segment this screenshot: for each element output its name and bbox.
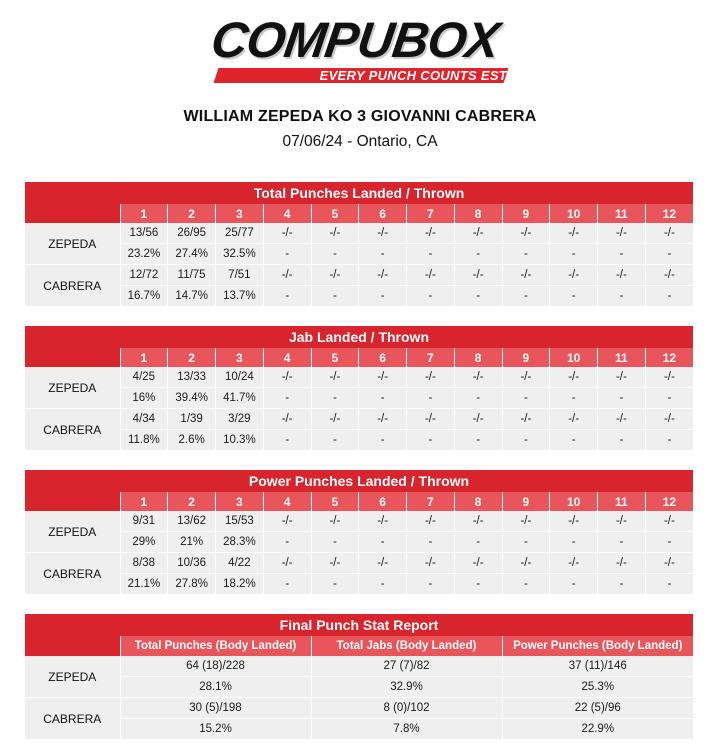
round-header: 9 bbox=[502, 492, 550, 511]
pct-cell: - bbox=[645, 532, 693, 553]
pct-cell: 11.8% bbox=[120, 430, 168, 451]
landed-thrown-cell: -/- bbox=[550, 367, 598, 388]
pct-cell: - bbox=[598, 244, 646, 265]
pct-cell: 32.5% bbox=[216, 244, 264, 265]
landed-thrown-cell: -/- bbox=[454, 367, 502, 388]
header-spacer bbox=[25, 348, 120, 367]
pct-cell: 29% bbox=[120, 532, 168, 553]
landed-thrown-cell: -/- bbox=[645, 553, 693, 574]
pct-cell: - bbox=[454, 244, 502, 265]
landed-thrown-cell: -/- bbox=[598, 511, 646, 532]
landed-thrown-cell: -/- bbox=[311, 367, 359, 388]
round-header: 10 bbox=[550, 492, 598, 511]
pct-cell: - bbox=[454, 388, 502, 409]
table-title: Power Punches Landed / Thrown bbox=[25, 470, 693, 492]
round-header: 2 bbox=[168, 204, 216, 223]
jab-table bbox=[25, 326, 693, 451]
landed-thrown-cell: -/- bbox=[359, 223, 407, 244]
header-spacer bbox=[25, 636, 120, 656]
fight-title: WILLIAM ZEPEDA KO 3 GIOVANNI CABRERA bbox=[183, 108, 537, 125]
landed-thrown-cell: 3/29 bbox=[216, 409, 264, 430]
pct-cell: 39.4% bbox=[168, 388, 216, 409]
round-header: 3 bbox=[216, 204, 264, 223]
pct-cell: - bbox=[645, 244, 693, 265]
pct-cell: - bbox=[645, 430, 693, 451]
landed-thrown-cell: -/- bbox=[359, 553, 407, 574]
landed-thrown-cell: -/- bbox=[502, 223, 550, 244]
pct-cell: - bbox=[263, 430, 311, 451]
landed-thrown-cell: 10/24 bbox=[216, 367, 264, 388]
pct-cell: 15.2% bbox=[120, 719, 311, 740]
pct-cell: - bbox=[550, 388, 598, 409]
column-header: Total Punches (Body Landed) bbox=[120, 636, 311, 656]
landed-thrown-cell: -/- bbox=[550, 409, 598, 430]
pct-cell: 2.6% bbox=[168, 430, 216, 451]
pct-cell: - bbox=[598, 430, 646, 451]
landed-thrown-cell: -/- bbox=[454, 409, 502, 430]
landed-thrown-cell: -/- bbox=[407, 367, 455, 388]
pct-cell: - bbox=[454, 430, 502, 451]
pct-cell: - bbox=[502, 286, 550, 307]
pct-cell: - bbox=[502, 532, 550, 553]
landed-thrown-cell: -/- bbox=[598, 553, 646, 574]
landed-thrown-cell: -/- bbox=[407, 553, 455, 574]
landed-thrown-cell: 4/34 bbox=[120, 409, 168, 430]
pct-cell: - bbox=[311, 430, 359, 451]
round-header: 3 bbox=[216, 348, 264, 367]
pct-cell: - bbox=[311, 286, 359, 307]
pct-cell: 27.4% bbox=[168, 244, 216, 265]
fighter-name: ZEPEDA bbox=[25, 511, 120, 553]
landed-thrown-cell: -/- bbox=[502, 367, 550, 388]
landed-thrown-cell: -/- bbox=[407, 223, 455, 244]
pct-cell: 23.2% bbox=[120, 244, 168, 265]
power-punches-table bbox=[25, 470, 693, 595]
fighter-name: CABRERA bbox=[25, 409, 120, 451]
header-spacer bbox=[25, 492, 120, 511]
pct-cell: 32.9% bbox=[311, 677, 502, 698]
landed-thrown-cell: 13/56 bbox=[120, 223, 168, 244]
landed-thrown-cell: 12/72 bbox=[120, 265, 168, 286]
landed-thrown-cell: -/- bbox=[359, 409, 407, 430]
landed-thrown-cell: -/- bbox=[311, 511, 359, 532]
round-header: 8 bbox=[454, 348, 502, 367]
round-header: 10 bbox=[550, 348, 598, 367]
fighter-name: CABRERA bbox=[25, 265, 120, 307]
pct-cell: - bbox=[263, 388, 311, 409]
pct-cell: - bbox=[550, 244, 598, 265]
total-punches-table bbox=[25, 182, 693, 307]
round-header: 7 bbox=[407, 348, 455, 367]
landed-thrown-cell: -/- bbox=[502, 553, 550, 574]
landed-thrown-cell: -/- bbox=[359, 511, 407, 532]
pct-cell: - bbox=[407, 244, 455, 265]
pct-cell: 13.7% bbox=[216, 286, 264, 307]
pct-cell: - bbox=[454, 532, 502, 553]
pct-cell: - bbox=[359, 574, 407, 595]
pct-cell: - bbox=[598, 574, 646, 595]
stat-cell: 37 (11)/146 bbox=[502, 656, 693, 677]
landed-thrown-cell: -/- bbox=[311, 223, 359, 244]
landed-thrown-cell: -/- bbox=[598, 265, 646, 286]
round-header: 3 bbox=[216, 492, 264, 511]
landed-thrown-cell: 11/75 bbox=[168, 265, 216, 286]
landed-thrown-cell: -/- bbox=[550, 223, 598, 244]
round-header: 9 bbox=[502, 348, 550, 367]
pct-cell: 16% bbox=[120, 388, 168, 409]
pct-cell: - bbox=[407, 286, 455, 307]
fight-date-location: 07/06/24 - Ontario, CA bbox=[282, 133, 438, 150]
pct-cell: - bbox=[263, 574, 311, 595]
pct-cell: - bbox=[550, 286, 598, 307]
round-header: 6 bbox=[359, 204, 407, 223]
table-title: Total Punches Landed / Thrown bbox=[25, 182, 693, 204]
fighter-name: ZEPEDA bbox=[25, 223, 120, 265]
pct-cell: - bbox=[359, 430, 407, 451]
landed-thrown-cell: -/- bbox=[502, 511, 550, 532]
landed-thrown-cell: -/- bbox=[454, 511, 502, 532]
round-header: 5 bbox=[311, 492, 359, 511]
round-header: 4 bbox=[263, 492, 311, 511]
landed-thrown-cell: 4/22 bbox=[216, 553, 264, 574]
round-header: 4 bbox=[263, 348, 311, 367]
stat-cell: 8 (0)/102 bbox=[311, 698, 502, 719]
round-header: 7 bbox=[407, 204, 455, 223]
round-header: 11 bbox=[598, 204, 646, 223]
round-header: 7 bbox=[407, 492, 455, 511]
landed-thrown-cell: 4/25 bbox=[120, 367, 168, 388]
pct-cell: - bbox=[502, 388, 550, 409]
landed-thrown-cell: 8/38 bbox=[120, 553, 168, 574]
landed-thrown-cell: 1/39 bbox=[168, 409, 216, 430]
round-header: 11 bbox=[598, 492, 646, 511]
pct-cell: - bbox=[311, 388, 359, 409]
round-header: 2 bbox=[168, 348, 216, 367]
landed-thrown-cell: -/- bbox=[502, 409, 550, 430]
landed-thrown-cell: -/- bbox=[645, 223, 693, 244]
landed-thrown-cell: -/- bbox=[263, 265, 311, 286]
pct-cell: - bbox=[645, 388, 693, 409]
round-header: 5 bbox=[311, 204, 359, 223]
landed-thrown-cell: -/- bbox=[550, 265, 598, 286]
fighter-name: CABRERA bbox=[25, 698, 120, 740]
landed-thrown-cell: -/- bbox=[407, 409, 455, 430]
pct-cell: 21% bbox=[168, 532, 216, 553]
round-header: 1 bbox=[120, 492, 168, 511]
pct-cell: - bbox=[645, 286, 693, 307]
table-title: Final Punch Stat Report bbox=[25, 614, 693, 636]
pct-cell: - bbox=[598, 388, 646, 409]
stat-cell: 22 (5)/96 bbox=[502, 698, 693, 719]
landed-thrown-cell: -/- bbox=[645, 367, 693, 388]
pct-cell: 10.3% bbox=[216, 430, 264, 451]
round-header: 12 bbox=[645, 348, 693, 367]
round-header: 4 bbox=[263, 204, 311, 223]
round-header: 5 bbox=[311, 348, 359, 367]
landed-thrown-cell: -/- bbox=[598, 367, 646, 388]
pct-cell: - bbox=[311, 532, 359, 553]
header-spacer bbox=[25, 204, 120, 223]
landed-thrown-cell: -/- bbox=[263, 409, 311, 430]
pct-cell: - bbox=[502, 244, 550, 265]
landed-thrown-cell: 10/36 bbox=[168, 553, 216, 574]
round-header: 1 bbox=[120, 204, 168, 223]
landed-thrown-cell: 15/53 bbox=[216, 511, 264, 532]
landed-thrown-cell: -/- bbox=[311, 265, 359, 286]
round-header: 6 bbox=[359, 492, 407, 511]
compubox-logo bbox=[207, 12, 510, 100]
pct-cell: - bbox=[407, 388, 455, 409]
landed-thrown-cell: -/- bbox=[263, 223, 311, 244]
round-header: 6 bbox=[359, 348, 407, 367]
pct-cell: - bbox=[407, 532, 455, 553]
landed-thrown-cell: 13/33 bbox=[168, 367, 216, 388]
landed-thrown-cell: -/- bbox=[359, 367, 407, 388]
pct-cell: - bbox=[407, 574, 455, 595]
pct-cell: 16.7% bbox=[120, 286, 168, 307]
round-header: 12 bbox=[645, 492, 693, 511]
column-header: Total Jabs (Body Landed) bbox=[311, 636, 502, 656]
landed-thrown-cell: -/- bbox=[407, 511, 455, 532]
round-header: 10 bbox=[550, 204, 598, 223]
pct-cell: 25.3% bbox=[502, 677, 693, 698]
landed-thrown-cell: -/- bbox=[598, 223, 646, 244]
round-header: 8 bbox=[454, 492, 502, 511]
stat-cell: 30 (5)/198 bbox=[120, 698, 311, 719]
stat-cell: 27 (7)/82 bbox=[311, 656, 502, 677]
round-header: 2 bbox=[168, 492, 216, 511]
landed-thrown-cell: -/- bbox=[645, 409, 693, 430]
pct-cell: - bbox=[645, 574, 693, 595]
landed-thrown-cell: -/- bbox=[598, 409, 646, 430]
landed-thrown-cell: -/- bbox=[454, 553, 502, 574]
pct-cell: - bbox=[359, 244, 407, 265]
landed-thrown-cell: -/- bbox=[263, 367, 311, 388]
logo-brand: COMPUBOX bbox=[207, 12, 503, 68]
round-header: 1 bbox=[120, 348, 168, 367]
pct-cell: - bbox=[263, 286, 311, 307]
landed-thrown-cell: -/- bbox=[407, 265, 455, 286]
landed-thrown-cell: -/- bbox=[311, 553, 359, 574]
pct-cell: - bbox=[311, 244, 359, 265]
pct-cell: - bbox=[359, 286, 407, 307]
pct-cell: - bbox=[263, 532, 311, 553]
landed-thrown-cell: 7/51 bbox=[216, 265, 264, 286]
table-title: Jab Landed / Thrown bbox=[25, 326, 693, 348]
pct-cell: - bbox=[359, 388, 407, 409]
pct-cell: 27.8% bbox=[168, 574, 216, 595]
pct-cell: - bbox=[550, 574, 598, 595]
pct-cell: - bbox=[407, 430, 455, 451]
pct-cell: 41.7% bbox=[216, 388, 264, 409]
pct-cell: 22.9% bbox=[502, 719, 693, 740]
round-header: 9 bbox=[502, 204, 550, 223]
pct-cell: 28.3% bbox=[216, 532, 264, 553]
pct-cell: 7.8% bbox=[311, 719, 502, 740]
pct-cell: - bbox=[550, 430, 598, 451]
pct-cell: - bbox=[359, 532, 407, 553]
landed-thrown-cell: 13/62 bbox=[168, 511, 216, 532]
fighter-name: CABRERA bbox=[25, 553, 120, 595]
pct-cell: - bbox=[598, 532, 646, 553]
pct-cell: - bbox=[550, 532, 598, 553]
column-header: Power Punches (Body Landed) bbox=[502, 636, 693, 656]
round-header: 12 bbox=[645, 204, 693, 223]
landed-thrown-cell: -/- bbox=[645, 265, 693, 286]
final-punch-stat-table bbox=[25, 614, 693, 740]
pct-cell: 28.1% bbox=[120, 677, 311, 698]
pct-cell: - bbox=[502, 574, 550, 595]
landed-thrown-cell: -/- bbox=[263, 553, 311, 574]
landed-thrown-cell: 26/95 bbox=[168, 223, 216, 244]
pct-cell: 21.1% bbox=[120, 574, 168, 595]
pct-cell: - bbox=[502, 430, 550, 451]
logo-tagline: EVERY PUNCH COUNTS EST. 1985 bbox=[319, 68, 510, 100]
pct-cell: - bbox=[311, 574, 359, 595]
landed-thrown-cell: -/- bbox=[502, 265, 550, 286]
round-header: 8 bbox=[454, 204, 502, 223]
landed-thrown-cell: 9/31 bbox=[120, 511, 168, 532]
fighter-name: ZEPEDA bbox=[25, 656, 120, 698]
pct-cell: 14.7% bbox=[168, 286, 216, 307]
pct-cell: 18.2% bbox=[216, 574, 264, 595]
landed-thrown-cell: -/- bbox=[454, 265, 502, 286]
landed-thrown-cell: -/- bbox=[359, 265, 407, 286]
landed-thrown-cell: -/- bbox=[645, 511, 693, 532]
landed-thrown-cell: -/- bbox=[550, 511, 598, 532]
pct-cell: - bbox=[454, 286, 502, 307]
landed-thrown-cell: -/- bbox=[263, 511, 311, 532]
pct-cell: - bbox=[263, 244, 311, 265]
pct-cell: - bbox=[454, 574, 502, 595]
pct-cell: - bbox=[598, 286, 646, 307]
stat-cell: 64 (18)/228 bbox=[120, 656, 311, 677]
fighter-name: ZEPEDA bbox=[25, 367, 120, 409]
landed-thrown-cell: -/- bbox=[454, 223, 502, 244]
landed-thrown-cell: 25/77 bbox=[216, 223, 264, 244]
landed-thrown-cell: -/- bbox=[311, 409, 359, 430]
landed-thrown-cell: -/- bbox=[550, 553, 598, 574]
round-header: 11 bbox=[598, 348, 646, 367]
